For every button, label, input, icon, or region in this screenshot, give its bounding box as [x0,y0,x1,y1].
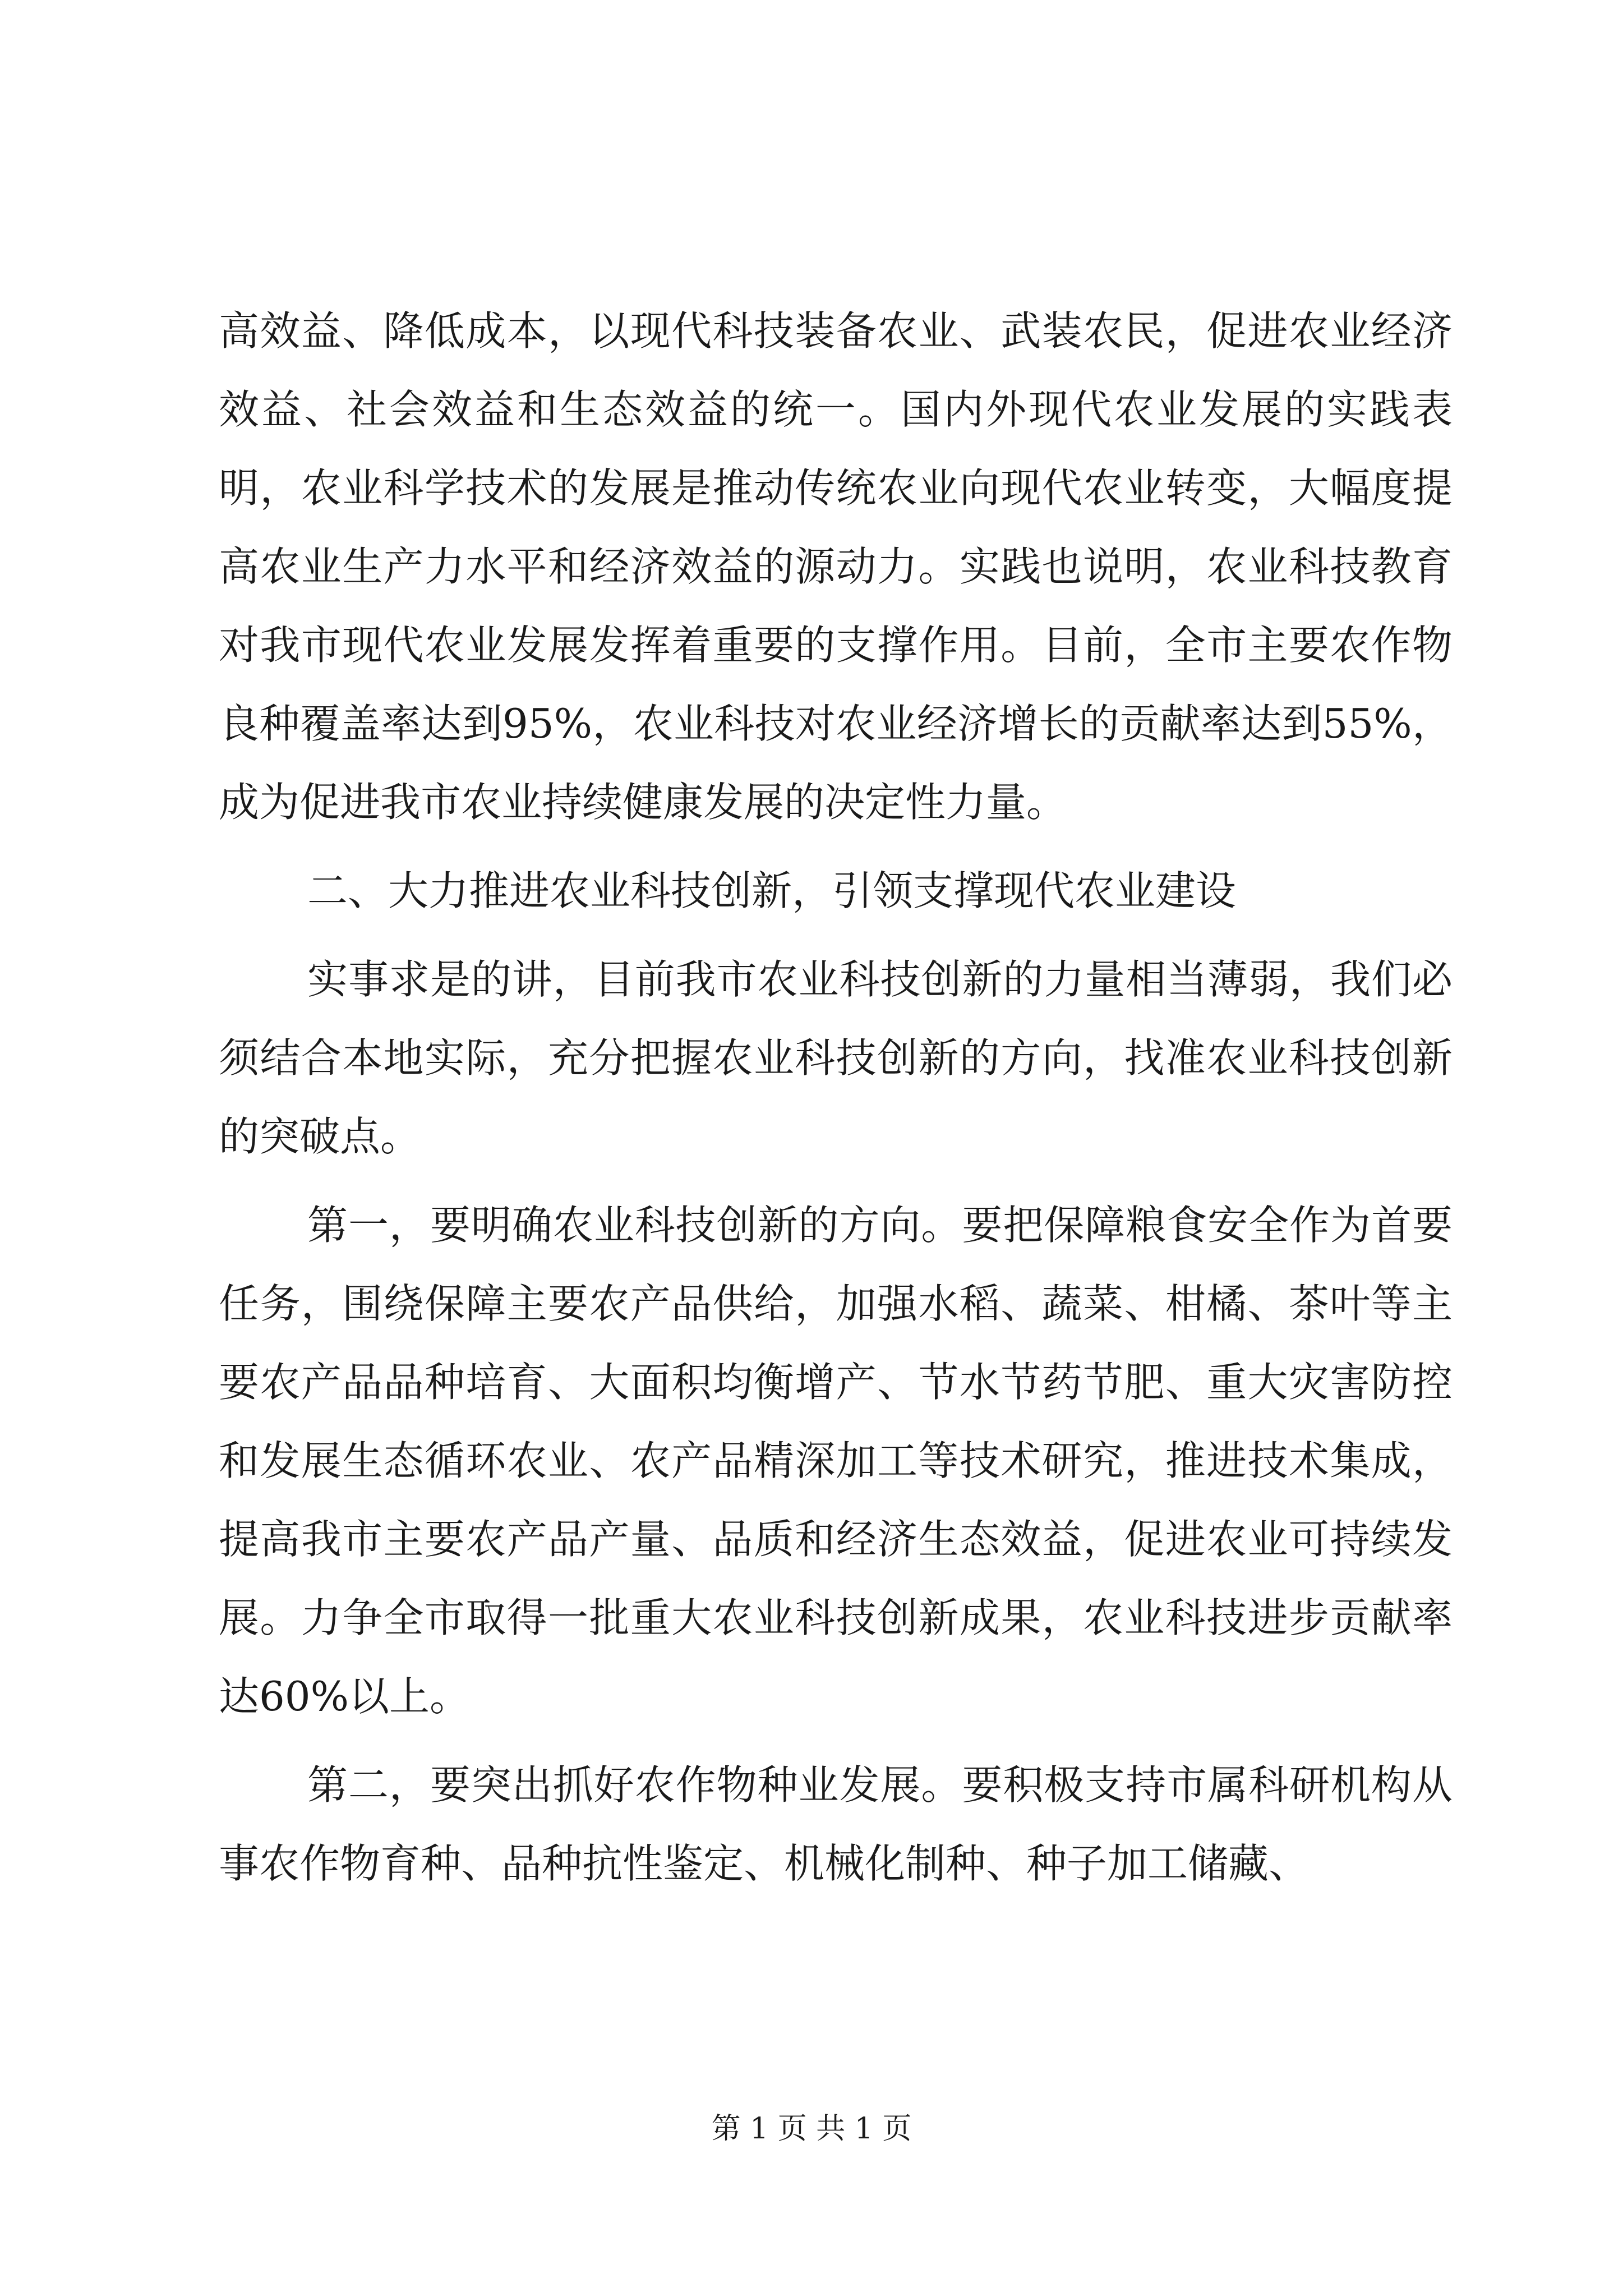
document-body [219,292,1453,1903]
section-heading: 二、大力推进农业科技创新，引领支撑现代农业建设 [307,867,1237,914]
page-number-footer: 第 1 页 共 1 页 [711,2112,912,2146]
paragraph: 第二，要突出抓好农作物种业发展。要积极支持市属科研机构从事农作物育种、品种抗性鉴定、机械化制种、种子加工储藏、 [219,1761,1453,1887]
paragraph: 实事求是的讲，目前我市农业科技创新的力量相当薄弱，我们必须结合本地实际，充分把握农业科技创新的方向，找准农业科技创新的突破点。 [219,956,1453,1160]
paragraph: 第一，要明确农业科技创新的方向。要把保障粮食安全作为首要任务，围绕保障主要农产品供给，加强水稻、蔬菜、柑橘、茶叶等主要农产品品种培育、大面积均衡增产、节水节药节肥、重大灾害防控和发展生态循环农业、农产品精深加工等技术研究，推进技术集成，提高我市主要农产品产量、品质和经济生态效益，促进农业可持续发展。力争全市取得一批重大农业科技创新成果，农业科技进步贡献率达60%以上。 [219,1202,1453,1720]
paragraph-continuation: 高效益、降低成本，以现代科技装备农业、武装农民，促进农业经济效益、社会效益和生态效益的统一。国内外现代农业发展的实践表明，农业科学技术的发展是推动传统农业向现代农业转变，大幅度提高农业生产力水平和经济效益的源动力。实践也说明，农业科技教育对我市现代农业发展发挥着重要的支撑作用。目前，全市主要农作物良种覆盖率达到95%，农业科技对农业经济增长的贡献率达到55%，成为促进我市农业持续健康发展的决定性力量。 [219,307,1453,826]
